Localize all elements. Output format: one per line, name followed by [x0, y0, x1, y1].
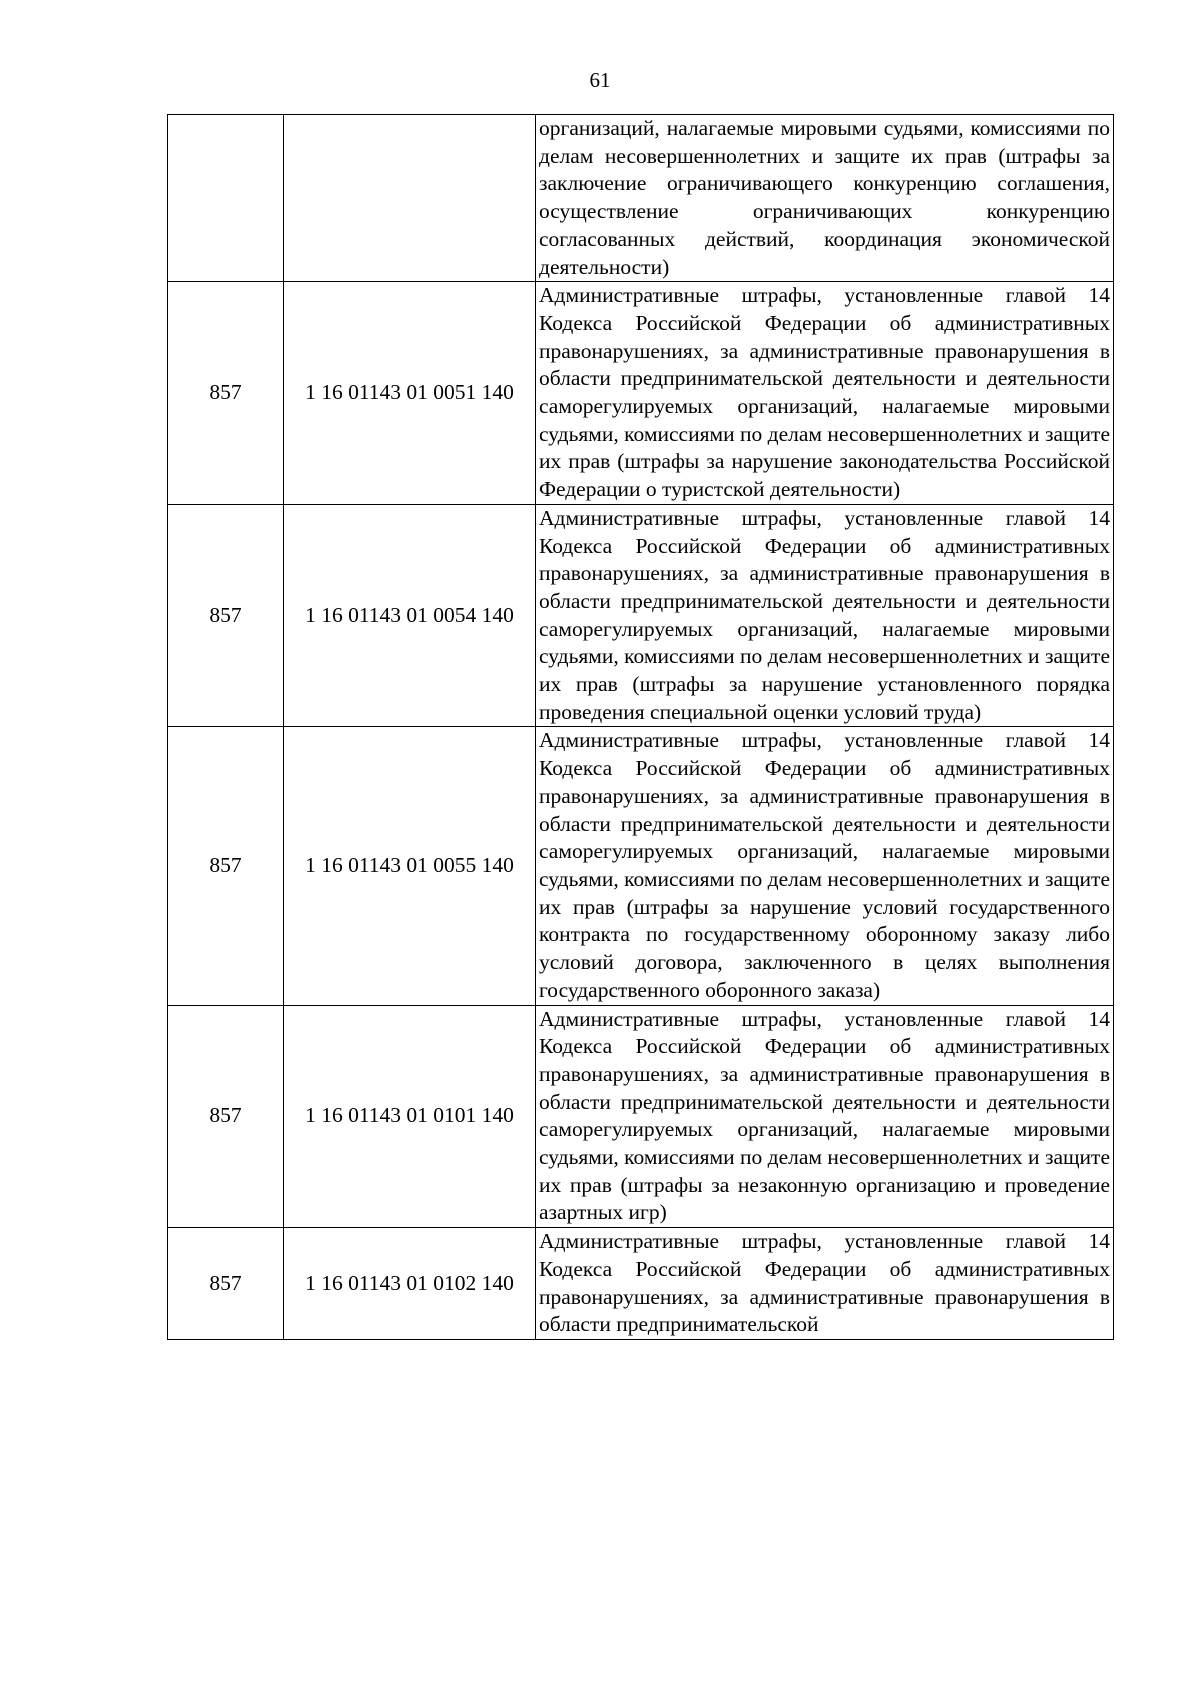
admin-code-cell [168, 115, 284, 282]
budget-codes-table [167, 114, 1114, 1340]
description-cell: организаций, налагаемые мировыми судьями, комиссиями по делам несовершеннолетних и защите их прав (штрафы за заключение ограничивающего конкуренцию соглашения, осуществление ограничивающих конкуренцию согласованных действий, координация экономической деятельности) [536, 115, 1114, 282]
table-row [168, 1005, 1114, 1228]
kbk-code-cell [284, 115, 536, 282]
table-row [168, 282, 1114, 505]
description-cell: Административные штрафы, установленные главой 14 Кодекса Российской Федерации об административных правонарушениях, за административные правонарушения в области предпринимательской деятельности и деятельности саморегулируемых организаций, налагаемые мировыми судьями, комиссиями по делам несовершеннолетних и защите их прав (штрафы за нарушение условий государственного контракта по государственному оборонному заказу либо условий договора, заключенного в целях выполнения государственного оборонного заказа) [536, 727, 1114, 1005]
admin-code-cell: 857 [168, 1228, 284, 1340]
table-row [168, 115, 1114, 282]
description-cell: Административные штрафы, установленные главой 14 Кодекса Российской Федерации об административных правонарушениях, за административные правонарушения в области предпринимательской деятельности и деятельности саморегулируемых организаций, налагаемые мировыми судьями, комиссиями по делам несовершеннолетних и защите их прав (штрафы за нарушение законодательства Российской Федерации о туристской деятельности) [536, 282, 1114, 505]
admin-code-cell: 857 [168, 504, 284, 727]
description-cell: Административные штрафы, установленные главой 14 Кодекса Российской Федерации об административных правонарушениях, за административные правонарушения в области предпринимательской [536, 1228, 1114, 1340]
table-row [168, 504, 1114, 727]
table-row [168, 1228, 1114, 1340]
kbk-code-cell: 1 16 01143 01 0102 140 [284, 1228, 536, 1340]
admin-code-cell: 857 [168, 282, 284, 505]
kbk-code-cell: 1 16 01143 01 0101 140 [284, 1005, 536, 1228]
kbk-code-cell: 1 16 01143 01 0055 140 [284, 727, 536, 1005]
admin-code-cell: 857 [168, 727, 284, 1005]
kbk-code-cell: 1 16 01143 01 0054 140 [284, 504, 536, 727]
description-cell: Административные штрафы, установленные главой 14 Кодекса Российской Федерации об административных правонарушениях, за административные правонарушения в области предпринимательской деятельности и деятельности саморегулируемых организаций, налагаемые мировыми судьями, комиссиями по делам несовершеннолетних и защите их прав (штрафы за незаконную организацию и проведение азартных игр) [536, 1005, 1114, 1228]
admin-code-cell: 857 [168, 1005, 284, 1228]
description-cell: Административные штрафы, установленные главой 14 Кодекса Российской Федерации об административных правонарушениях, за административные правонарушения в области предпринимательской деятельности и деятельности саморегулируемых организаций, налагаемые мировыми судьями, комиссиями по делам несовершеннолетних и защите их прав (штрафы за нарушение установленного порядка проведения специальной оценки условий труда) [536, 504, 1114, 727]
kbk-code-cell: 1 16 01143 01 0051 140 [284, 282, 536, 505]
page-number: 61 [589, 68, 611, 92]
table-row [168, 727, 1114, 1005]
